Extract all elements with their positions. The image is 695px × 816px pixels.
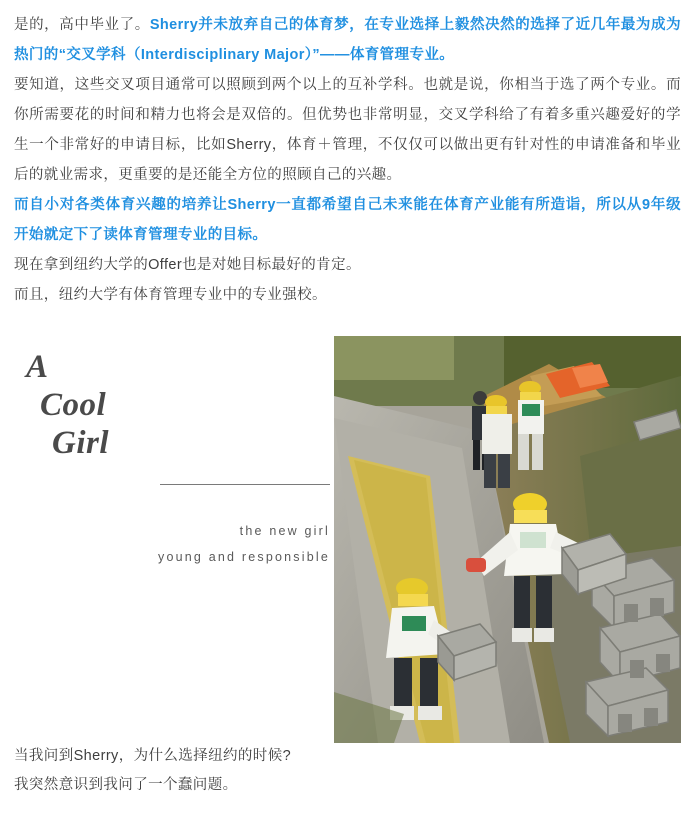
feature-title-line-2: Cool	[40, 387, 107, 423]
feature-caption	[60, 518, 330, 570]
feature-title-line-3: Girl	[52, 425, 110, 461]
paragraph-1-plain-prefix: 是的，高中毕业了。	[14, 17, 150, 33]
paragraph-1	[14, 10, 681, 70]
paragraph-3: 而自小对各类体育兴趣的培养让Sherry一直都希望自己未来能在体育产业能有所造诣，所以从9年级开始就定下了读体育管理专业的目标。	[14, 197, 681, 243]
closing-line-1: 当我问到Sherry，为什么选择纽约的时候?	[14, 748, 292, 764]
paragraph-4: 现在拿到纽约大学的Offer也是对她目标最好的肯定。	[14, 257, 361, 273]
article-body	[0, 0, 695, 310]
feature-photo	[334, 336, 681, 743]
feature-caption-line-1: the new girl	[239, 524, 330, 538]
photo-illustration	[334, 336, 681, 743]
paragraph-5: 而且，纽约大学有体育管理专业中的专业强校。	[14, 287, 327, 303]
feature-title	[26, 348, 109, 462]
feature-caption-line-2: young and responsible	[158, 550, 330, 564]
paragraph-2: 要知道，这些交叉项目通常可以照顾到两个以上的互补学科。也就是说，你相当于选了两个专业。而你所需要花的时间和精力也将会是双倍的。但优势也非常明显，交叉学科给了有着多重兴趣爱好的学生一个非常好的申请目标，比如Sherry，体育＋管理，不仅仅可以做出更有针对性的申请准备和毕业后的就业需求，更重要的是还能全方位的照顾自己的兴趣。	[14, 77, 681, 183]
closing-line-2: 我突然意识到我问了一个蠢问题。	[14, 777, 238, 793]
feature-title-line-1: A	[26, 349, 49, 385]
closing-lines	[14, 742, 674, 800]
divider-rule	[160, 484, 330, 485]
paragraph-1-accent-text: Sherry并未放弃自己的体育梦，在专业选择上毅然决然的选择了近几年最为成为热门的“交叉学科（Interdisciplinary Major）”——体育管理专业。	[14, 17, 682, 63]
feature-block	[0, 336, 695, 756]
